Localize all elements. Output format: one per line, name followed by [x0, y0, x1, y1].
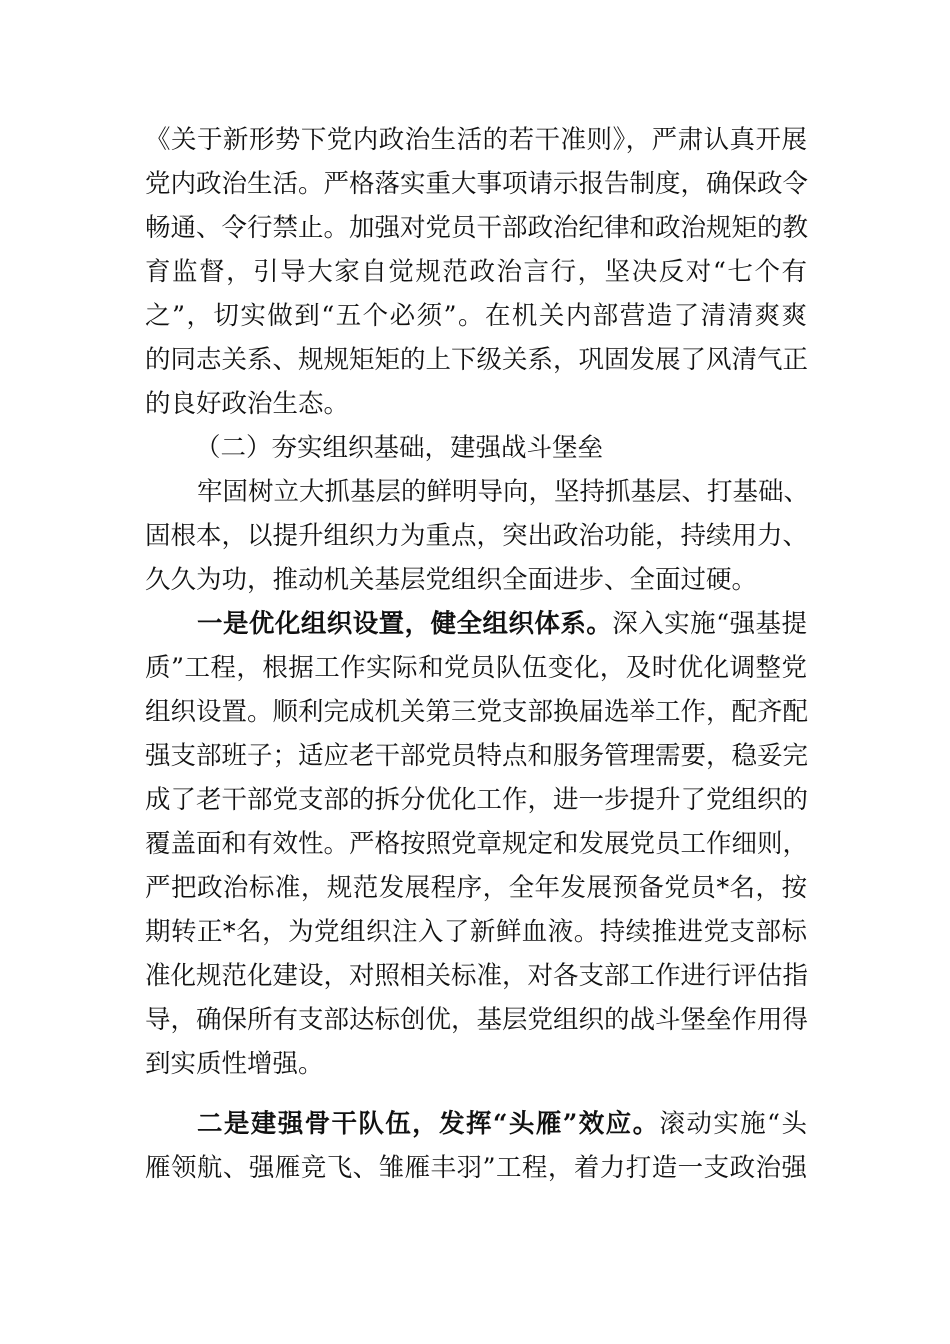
- intro-line: 久久为功，推动机关基层党组织全面进步、全面过硬。: [145, 565, 758, 595]
- paragraph-line: 之”，切实做到“五个必须”。在机关内部营造了清清爽爽: [145, 301, 807, 331]
- paragraph-line: 育监督，引导大家自觉规范政治言行，坚决反对“七个有: [145, 257, 807, 287]
- point2-first-line: [197, 1109, 807, 1139]
- paragraph-line: 严把政治标准，规范发展程序，全年发展预备党员*名，按: [145, 873, 807, 903]
- paragraph-line: 导，确保所有支部达标创优，基层党组织的战斗堡垒作用得: [145, 1005, 809, 1035]
- paragraph-line: 准化规范化建设，对照相关标准，对各支部工作进行评估指: [145, 961, 809, 991]
- paragraph-line: 的同志关系、规规矩矩的上下级关系，巩固发展了风清气正: [145, 345, 809, 375]
- point2-text: 滚动实施“头: [659, 1109, 807, 1139]
- intro-line: 牢固树立大抓基层的鲜明导向，坚持抓基层、打基础、: [197, 477, 810, 507]
- paragraph-line: 期转正*名，为党组织注入了新鲜血液。持续推进党支部标: [145, 917, 807, 947]
- paragraph-line: 党内政治生活。严格落实重大事项请示报告制度，确保政令: [145, 169, 809, 199]
- paragraph-line: 强支部班子；适应老干部党员特点和服务管理需要，稳妥完: [145, 741, 809, 771]
- paragraph-line: 到实质性增强。: [145, 1049, 324, 1079]
- intro-line: 固根本，以提升组织力为重点，突出政治功能，持续用力、: [145, 521, 809, 551]
- paragraph-line: 覆盖面和有效性。严格按照党章规定和发展党员工作细则，: [145, 829, 809, 859]
- point2-lead: 二是建强骨干队伍，发挥“头雁”效应。: [197, 1109, 660, 1139]
- point1-text: 深入实施“强基提: [612, 609, 807, 639]
- paragraph-line: 组织设置。顺利完成机关第三党支部换届选举工作，配齐配: [145, 697, 809, 727]
- section-heading: （二）夯实组织基础，建强战斗堡垒: [195, 433, 604, 463]
- paragraph-line: 《关于新形势下党内政治生活的若干准则》，严肃认真开展: [145, 125, 807, 155]
- paragraph-line: 的良好政治生态。: [145, 389, 350, 419]
- paragraph-line: 雁领航、强雁竞飞、雏雁丰羽”工程，着力打造一支政治强: [145, 1153, 807, 1183]
- paragraph-line: 成了老干部党支部的拆分优化工作，进一步提升了党组织的: [145, 785, 809, 815]
- point1-first-line: [197, 609, 807, 639]
- point1-lead: 一是优化组织设置，健全组织体系。: [197, 609, 613, 639]
- paragraph-line: 畅通、令行禁止。加强对党员干部政治纪律和政治规矩的教: [145, 213, 809, 243]
- paragraph-line: 质”工程，根据工作实际和党员队伍变化，及时优化调整党: [145, 653, 807, 683]
